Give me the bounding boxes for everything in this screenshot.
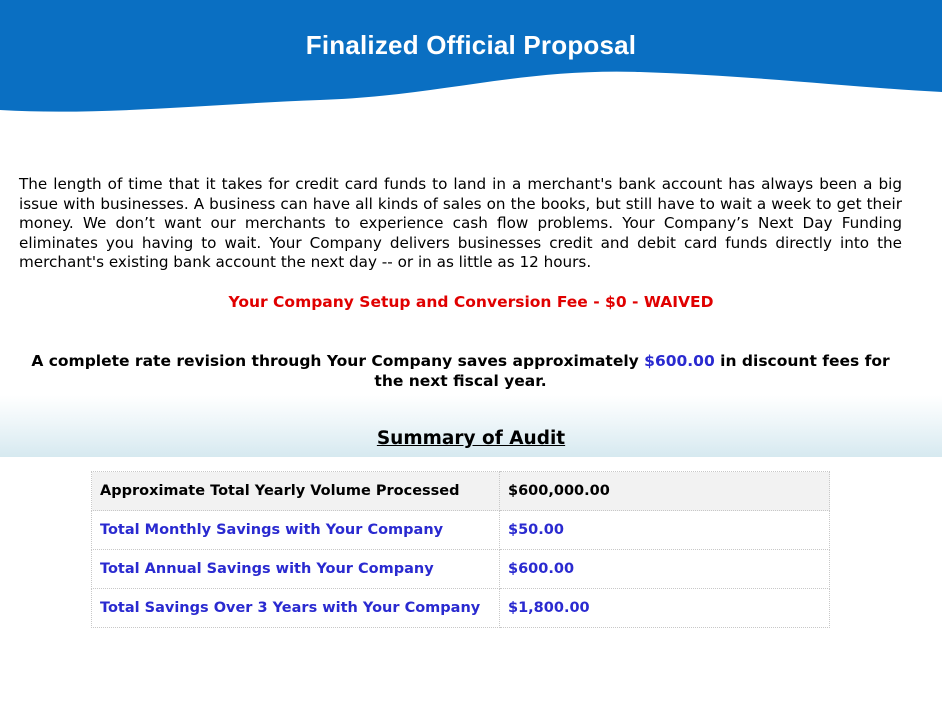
row-value: $50.00: [500, 511, 830, 550]
page-title: Finalized Official Proposal: [305, 30, 637, 60]
row-value: $1,800.00: [500, 589, 830, 628]
row-label: Total Monthly Savings with Your Company: [92, 511, 500, 550]
audit-title: Summary of Audit: [376, 428, 566, 449]
table-row: [92, 589, 830, 628]
savings-statement-after: in discount fees for the next fiscal year.: [374, 352, 890, 390]
savings-statement-before: A complete rate revision through Your Company saves approximately: [31, 352, 645, 370]
row-value: $600,000.00: [500, 472, 830, 511]
fee-notice: Your Company Setup and Conversion Fee - $0 - WAIVED: [228, 293, 714, 311]
row-label: Approximate Total Yearly Volume Processed: [92, 472, 500, 511]
table-row: [92, 511, 830, 550]
table-row: [92, 550, 830, 589]
savings-amount: $600.00: [644, 352, 715, 370]
intro-paragraph: The length of time that it takes for credit card funds to land in a merchant's bank account has always been a big issue with businesses. A business can have all kinds of sales on the books, but still have to wait a week to get their money. We don’t want our merchants to experience cash flow problems. Your Company’s Next Day Funding eliminates you having to wait. Your Company delivers businesses credit and debit card funds directly into the merchant's existing bank account the next day -- or in as little as 12 hours.: [19, 175, 902, 272]
row-value: $600.00: [500, 550, 830, 589]
table-row: [92, 472, 830, 511]
audit-summary-table: [91, 471, 830, 628]
row-label: Total Annual Savings with Your Company: [92, 550, 500, 589]
row-label: Total Savings Over 3 Years with Your Company: [92, 589, 500, 628]
savings-statement: [19, 352, 902, 391]
